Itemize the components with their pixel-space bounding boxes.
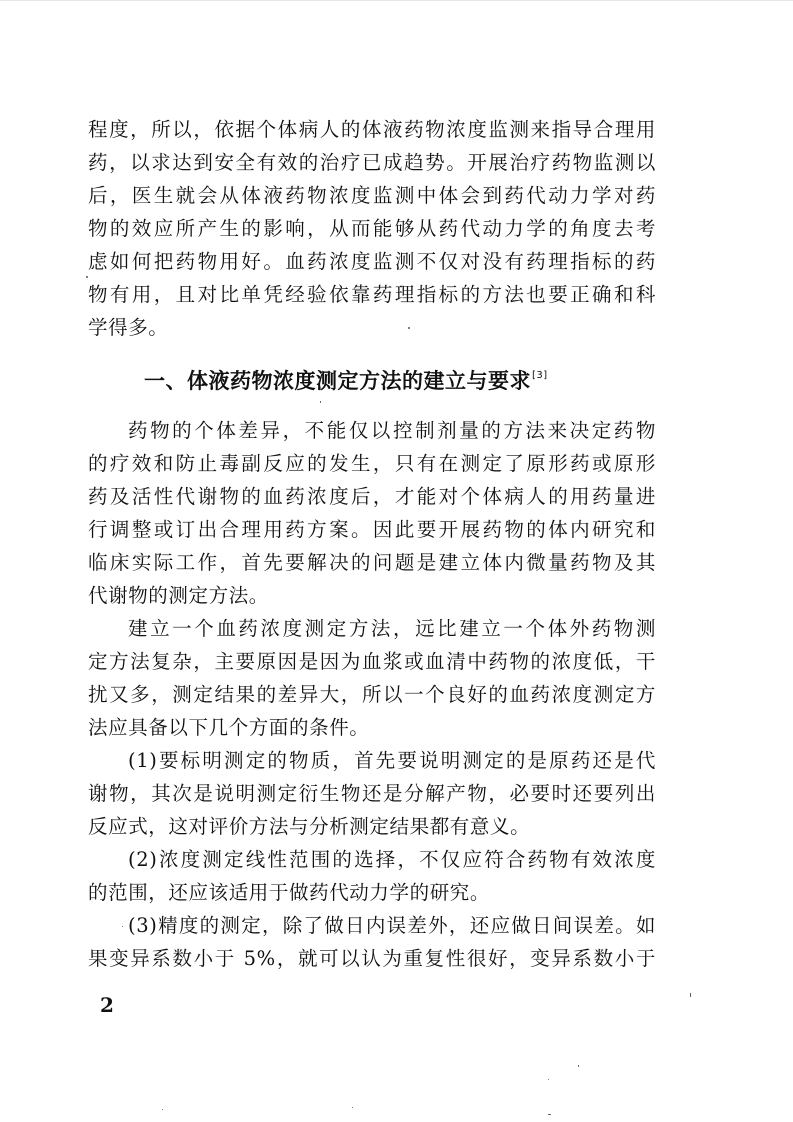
scan-speck bbox=[690, 993, 691, 997]
text-line: 谢物，其次是说明测定衍生物还是分解产物，必要时还要列出 bbox=[88, 782, 656, 805]
intro-paragraph bbox=[88, 113, 656, 344]
text-line: 虑如何把药物用好。血药浓度监测不仅对没有药理指标的药 bbox=[88, 250, 656, 273]
scan-speck bbox=[578, 1065, 579, 1067]
paragraph-2 bbox=[88, 612, 656, 744]
reference-citation: [3] bbox=[532, 370, 548, 381]
scan-speck bbox=[408, 327, 410, 329]
section-heading-text: 一、体液药物浓度测定方法的建立与要求 bbox=[144, 369, 531, 393]
scan-speck bbox=[162, 1109, 163, 1110]
text-line: 的疗效和防止毒副反应的发生，只有在测定了原形药或原形 bbox=[88, 452, 656, 475]
text-line: (2)浓度测定线性范围的选择，不仅应符合药物有效浓度 bbox=[128, 848, 656, 871]
text-line: (3)精度的测定，除了做日内误差外，还应做日间误差。如 bbox=[128, 914, 656, 937]
scan-speck bbox=[86, 276, 88, 278]
list-item-2 bbox=[88, 843, 656, 909]
text-line: 行调整或订出合理用药方案。因此要开展药物的体内研究和 bbox=[88, 518, 656, 541]
text-line: 学得多。 bbox=[88, 316, 169, 339]
text-line: 后，医生就会从体液药物浓度监测中体会到药代动力学对药 bbox=[88, 184, 656, 207]
text-line: 程度，所以，依据个体病人的体液药物浓度监测来指导合理用 bbox=[88, 118, 656, 141]
scan-speck bbox=[548, 1114, 551, 1115]
text-line: 反应式，这对评价方法与分析测定结果都有意义。 bbox=[88, 815, 531, 838]
text-line: 物的效应所产生的影响，从而能够从药代动力学的角度去考 bbox=[88, 217, 656, 240]
text-line: 果变异系数小于 5%，就可以认为重复性很好，变异系数小于 bbox=[88, 947, 656, 970]
text-line: 物有用，且对比单凭经验依靠药理指标的方法也要正确和科 bbox=[88, 283, 656, 306]
text-line: 药及活性代谢物的血药浓度后，才能对个体病人的用药量进 bbox=[88, 485, 656, 508]
text-line: 临床实际工作，首先要解决的问题是建立体内微量药物及其 bbox=[88, 551, 656, 574]
page-number: 2 bbox=[100, 993, 114, 1017]
text-line: 建立一个血药浓度测定方法，远比建立一个体外药物测 bbox=[128, 617, 656, 640]
text-line: 的范围，还应该适用于做药代动力学的研究。 bbox=[88, 881, 491, 904]
text-line: 代谢物的测定方法。 bbox=[88, 584, 269, 607]
scan-speck bbox=[122, 926, 123, 927]
list-item-1 bbox=[88, 744, 656, 843]
section-heading bbox=[144, 361, 548, 396]
text-line: 法应具备以下几个方面的条件。 bbox=[88, 716, 370, 739]
scan-speck bbox=[320, 401, 321, 403]
scan-speck bbox=[548, 1079, 549, 1080]
text-line: 药物的个体差异，不能仅以控制剂量的方法来决定药物 bbox=[128, 419, 656, 442]
scan-top-edge bbox=[0, 0, 793, 1]
text-line: 药，以求达到安全有效的治疗已成趋势。开展治疗药物监测以 bbox=[88, 151, 656, 174]
text-line: 定方法复杂，主要原因是因为血浆或血清中药物的浓度低，干 bbox=[88, 650, 656, 673]
paragraph-1 bbox=[88, 414, 656, 612]
scan-speck bbox=[352, 1107, 353, 1108]
text-line: 扰又多，测定结果的差异大，所以一个良好的血药浓度测定方 bbox=[88, 683, 656, 706]
list-item-3 bbox=[88, 909, 656, 975]
text-line: (1)要标明测定的物质，首先要说明测定的是原药还是代 bbox=[128, 749, 656, 772]
